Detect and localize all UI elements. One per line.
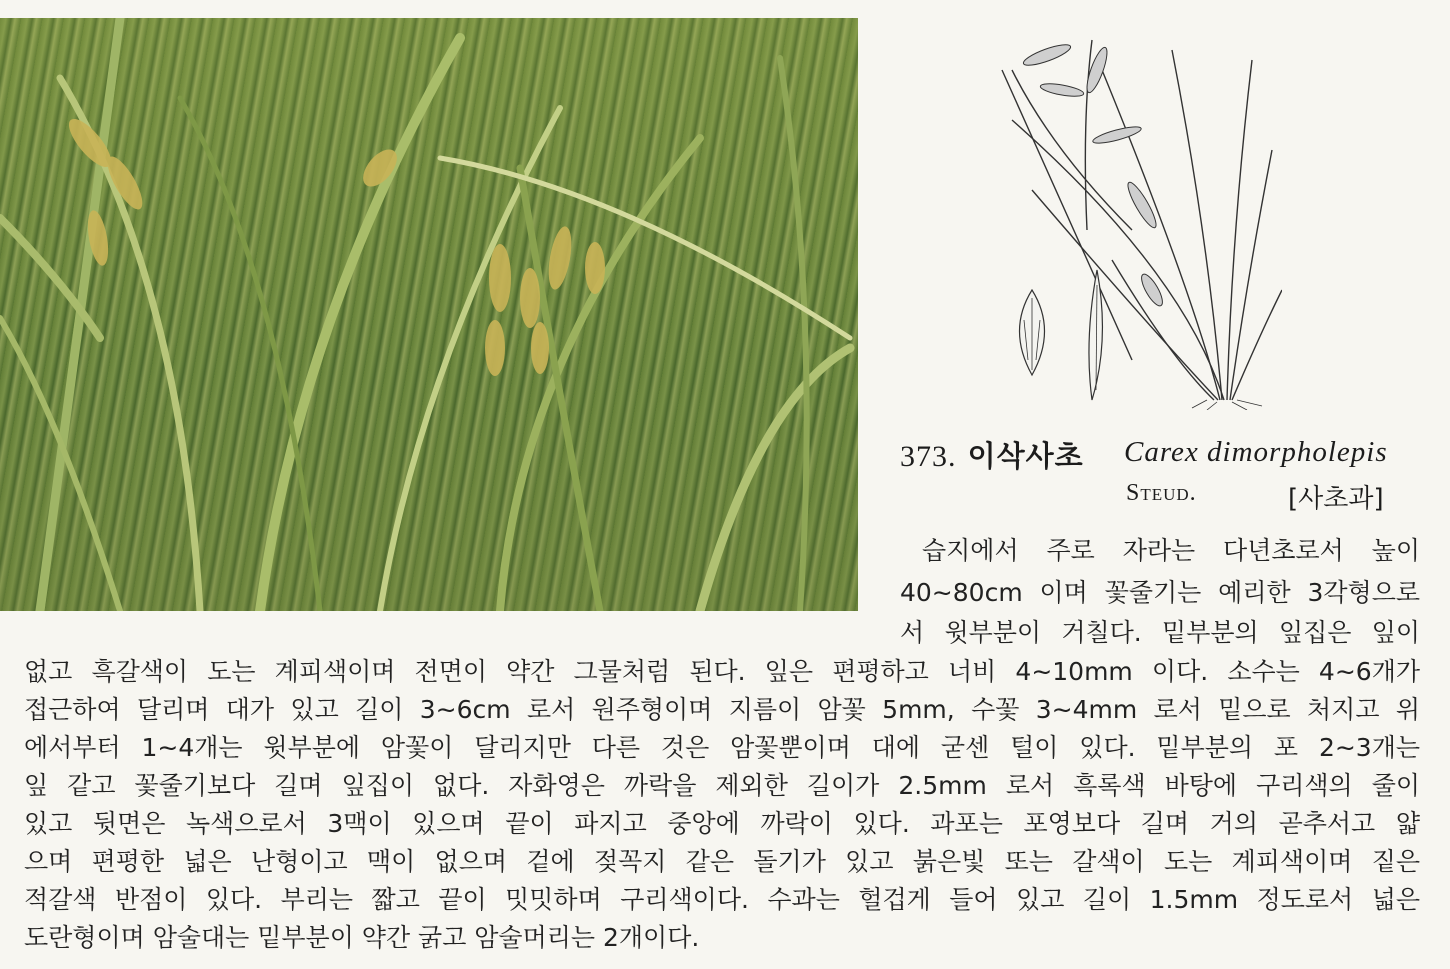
description-line-6: 에서부터 1∼4개는 윗부분에 암꽃이 달리지만 다른 것은 암꽃뿐이며 대에 굳센 털이 있다. 밑부분의 포 2∼3개는 <box>24 733 1420 762</box>
entry-number-and-name <box>900 434 1084 475</box>
description-line-4: 없고 흑갈색이 도는 계피색이며 전면이 약간 그물처럼 된다. 잎은 편평하고 너비 4∼10mm 이다. 소수는 4∼6개가 <box>24 657 1420 686</box>
plant-photo <box>0 18 858 611</box>
grass-blades-graphic <box>0 18 858 611</box>
korean-name: 이삭사초 <box>967 439 1084 473</box>
carex-line-drawing <box>992 30 1282 410</box>
description-line-9: 으며 편평한 넓은 난형이고 맥이 없으며 겉에 젖꼭지 같은 돌기가 있고 붉은빛 또는 갈색이 도는 계피색이며 짙은 <box>24 847 1420 876</box>
botanical-illustration <box>992 30 1282 410</box>
description-line-5: 접근하여 달리며 대가 있고 길이 3∼6cm 로서 원주형이며 지름이 암꽃 5mm, 수꽃 3∼4mm 로서 밑으로 처지고 위 <box>24 695 1420 724</box>
description-line-3: 서 윗부분이 거칠다. 밑부분의 잎집은 잎이 <box>900 618 1420 647</box>
scientific-name: Carex dimorpholepis <box>1124 436 1388 468</box>
entry-number: 373. <box>900 440 957 473</box>
description-line-8: 있고 뒷면은 녹색으로서 3맥이 있으며 끝이 파지고 중앙에 까락이 있다. 과포는 포영보다 길며 거의 곧추서고 얇 <box>24 809 1420 838</box>
species-heading <box>900 434 1400 480</box>
description-line-11: 도란형이며 암술대는 밑부분이 약간 굵고 암술머리는 2개이다. <box>24 923 700 952</box>
description-line-7: 잎 같고 꽃줄기보다 길며 잎집이 없다. 자화영은 까락을 제외한 길이가 2.5mm 로서 흑록색 바탕에 구리색의 줄이 <box>24 771 1420 800</box>
family-name: [사초과] <box>1288 484 1384 514</box>
description-line-10: 적갈색 반점이 있다. 부리는 짧고 끝이 밋밋하며 구리색이다. 수과는 헐겁게 들어 있고 길이 1.5mm 정도로서 넓은 <box>24 885 1420 914</box>
description-line-1: 습지에서 주로 자라는 다년초로서 높이 <box>922 536 1420 565</box>
author-abbreviation: Steud. <box>1126 480 1197 506</box>
description-line-2: 40∼80cm 이며 꽃줄기는 예리한 3각형으로 <box>900 578 1420 607</box>
